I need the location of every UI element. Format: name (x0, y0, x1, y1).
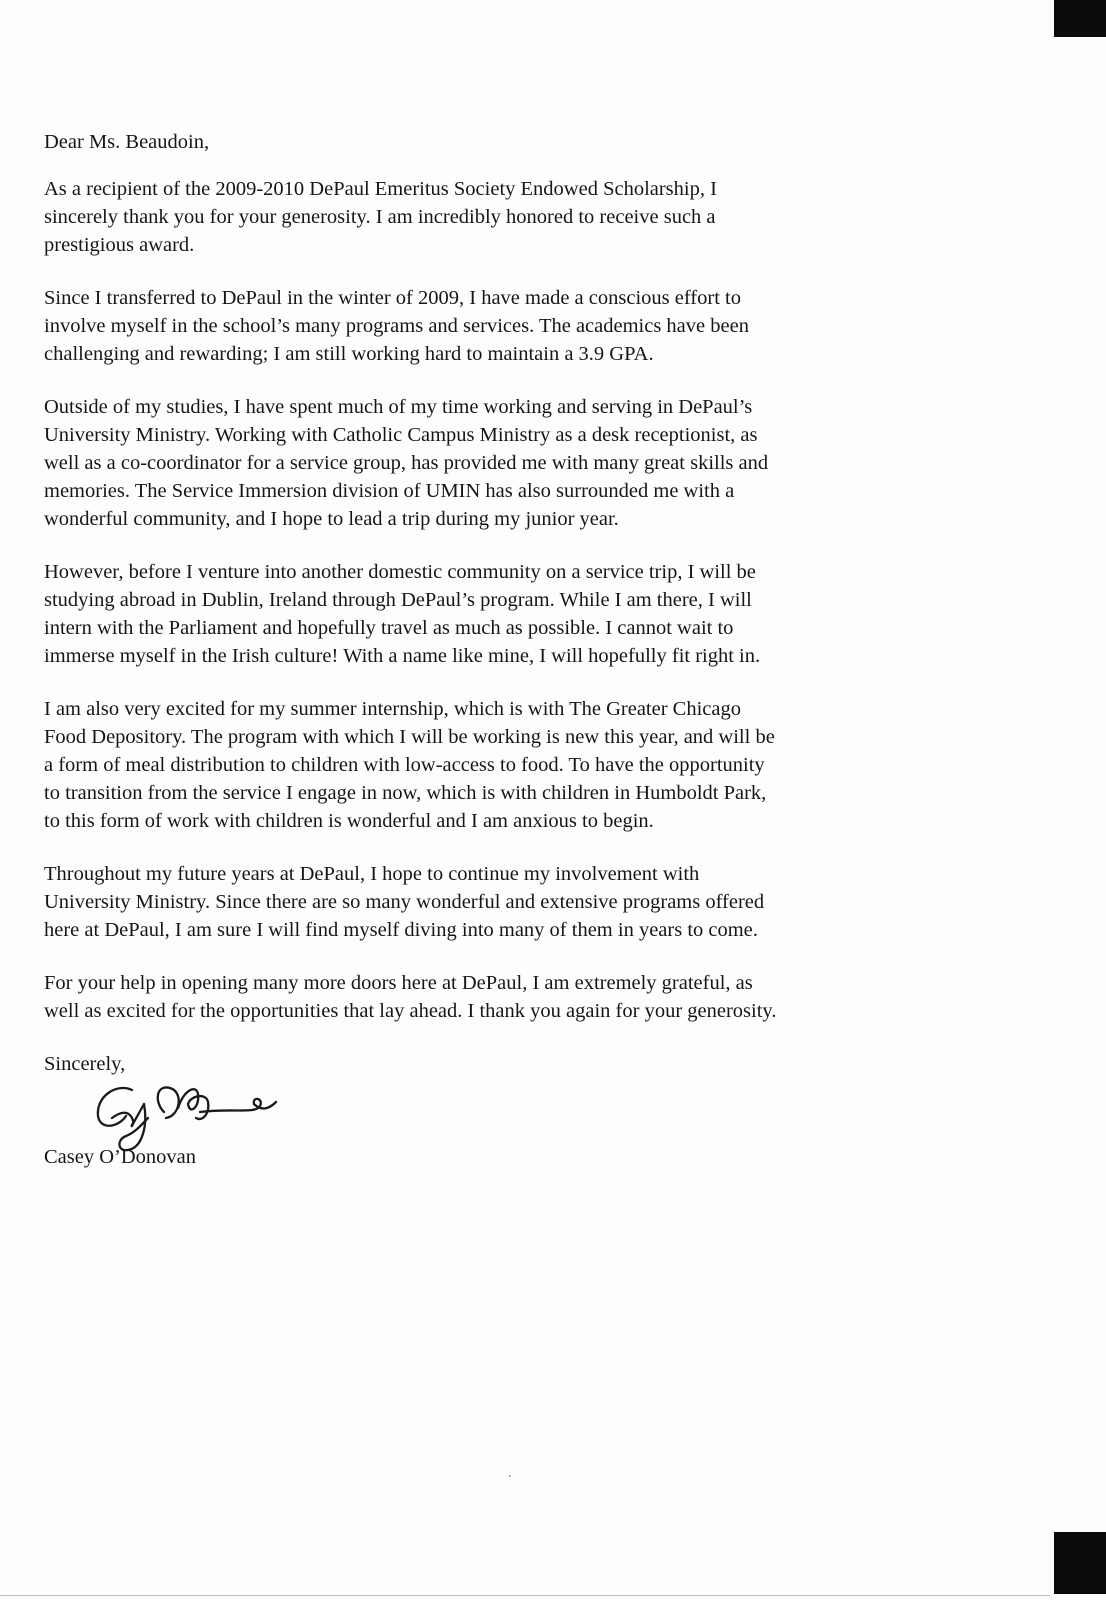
paragraph-line: a form of meal distribution to children with low-access to food. To have the opportunity (44, 754, 765, 776)
paragraph-line: studying abroad in Dublin, Ireland through DePaul’s program. While I am there, I will (44, 589, 752, 611)
paragraph-line: As a recipient of the 2009-2010 DePaul Emeritus Society Endowed Scholarship, I (44, 178, 717, 200)
scan-speck (509, 1475, 511, 1477)
scan-registration-mark-top (1054, 0, 1106, 37)
scan-bottom-edge (0, 1595, 1050, 1596)
paragraph-line: here at DePaul, I am sure I will find myself diving into many of them in years to come. (44, 919, 758, 941)
paragraph-transfer-academics (44, 284, 924, 368)
paragraph-line: well as excited for the opportunities that lay ahead. I thank you again for your generosity. (44, 1000, 777, 1022)
paragraph-university-ministry (44, 393, 924, 533)
paragraph-line: well as a co-coordinator for a service group, has provided me with many great skills and (44, 452, 769, 474)
closing: Sincerely, (44, 1053, 126, 1075)
paragraph-line: Since I transferred to DePaul in the winter of 2009, I have made a conscious effort to (44, 287, 741, 309)
scan-registration-mark-bottom (1054, 1532, 1106, 1594)
paragraph-gratitude (44, 969, 924, 1025)
paragraph-line: Outside of my studies, I have spent much of my time working and serving in DePaul’s (44, 396, 753, 418)
paragraph-line: challenging and rewarding; I am still working hard to maintain a 3.9 GPA. (44, 343, 654, 365)
paragraph-line: University Ministry. Since there are so many wonderful and extensive programs offered (44, 891, 765, 913)
handwritten-signature (92, 1078, 332, 1162)
paragraph-line: immerse myself in the Irish culture! With a name like mine, I will hopefully fit right in. (44, 645, 761, 667)
paragraph-line: wonderful community, and I hope to lead a trip during my junior year. (44, 508, 619, 530)
paragraph-line: Throughout my future years at DePaul, I hope to continue my involvement with (44, 863, 700, 885)
paragraph-line: involve myself in the school’s many programs and services. The academics have been (44, 315, 749, 337)
paragraph-line: Food Depository. The program with which I will be working is new this year, and will be (44, 726, 775, 748)
paragraph-scholarship-thanks (44, 175, 924, 259)
paragraph-line: memories. The Service Immersion division of UMIN has also surrounded me with a (44, 480, 735, 502)
paragraph-summer-internship (44, 695, 924, 835)
salutation: Dear Ms. Beaudoin, (44, 131, 210, 153)
paragraph-line: University Ministry. Working with Catholic Campus Ministry as a desk receptionist, as (44, 424, 758, 446)
signer-name: Casey O’Donovan (44, 1146, 197, 1168)
signature-area (44, 1078, 924, 1143)
paragraph-line: to transition from the service I engage in now, which is with children in Humboldt Park, (44, 782, 767, 804)
paragraph-study-abroad (44, 558, 924, 670)
paragraph-line: However, before I venture into another domestic community on a service trip, I will be (44, 561, 756, 583)
paragraph-line: I am also very excited for my summer internship, which is with The Greater Chicago (44, 698, 741, 720)
paragraph-line: intern with the Parliament and hopefully travel as much as possible. I cannot wait to (44, 617, 734, 639)
paragraph-line: to this form of work with children is wonderful and I am anxious to begin. (44, 810, 654, 832)
paragraph-line: prestigious award. (44, 234, 195, 256)
letter-body (44, 128, 924, 1171)
paragraph-line: sincerely thank you for your generosity. I am incredibly honored to receive such a (44, 206, 716, 228)
paragraph-line: For your help in opening many more doors here at DePaul, I am extremely grateful, as (44, 972, 753, 994)
paragraph-future-years (44, 860, 924, 944)
